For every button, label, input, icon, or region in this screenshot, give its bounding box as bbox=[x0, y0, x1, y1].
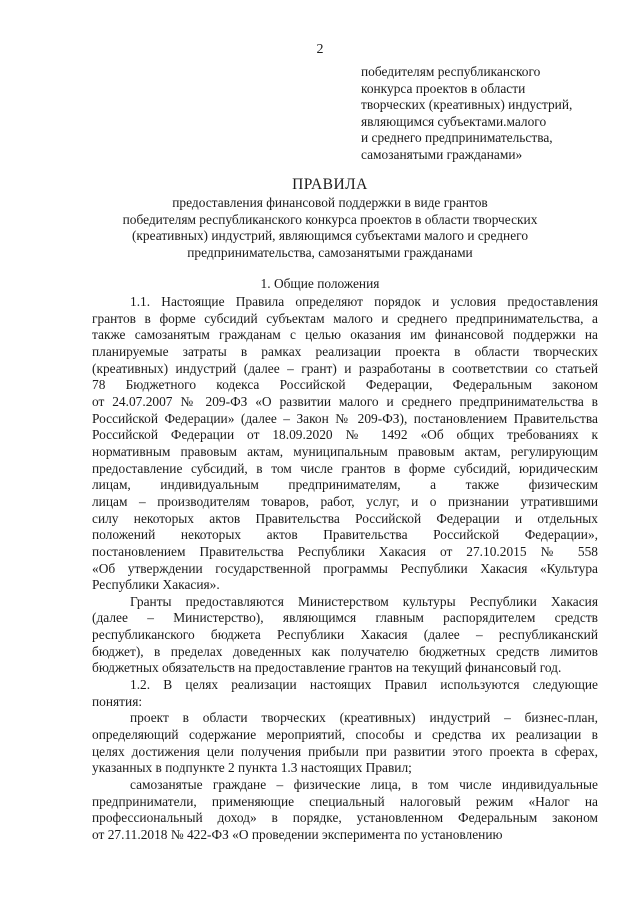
body-line: предоставление субсидий, в том числе грантов в форме субсидий, юридическим bbox=[92, 460, 598, 476]
body-line: (далее – Министерство), являющимся главным распорядителем средств bbox=[92, 610, 598, 626]
body-line: самозанятые граждане – физические лица, в том числе индивидуальные bbox=[130, 777, 598, 793]
body-line: Российской Федерации» (далее – Закон № 209-ФЗ), постановлением Правительства bbox=[92, 410, 598, 426]
addressee-line: творческих (креативных) индустрий, bbox=[361, 97, 573, 113]
body-line: предприниматели, применяющие специальный налоговый режим «Налог на bbox=[92, 793, 598, 809]
body-line: Республики Хакасия». bbox=[92, 577, 220, 593]
body-line: постановлением Правительства Республики Хакасия от 27.10.2015 № 558 bbox=[92, 543, 598, 559]
document-heading bbox=[60, 175, 600, 262]
body-line: Российской Федерации от 18.09.2020 № 1492 «Об общих требованиях к bbox=[92, 427, 598, 443]
body-line: 1.1. Настоящие Правила определяют порядок и условия предоставления bbox=[130, 294, 598, 309]
body-line: лицам – производителям товаров, работ, услуг, и о признании утратившими bbox=[92, 493, 598, 509]
body-paragraph bbox=[92, 710, 598, 777]
body-line: от 24.07.2007 № 209-ФЗ «О развитии малого и среднего предпринимательства в bbox=[92, 393, 598, 409]
body-paragraph bbox=[92, 594, 598, 677]
addressee-line: и среднего предпринимательства, bbox=[361, 130, 553, 146]
body-line: силу некоторых актов Правительства Российской Федерации и отдельных bbox=[92, 510, 598, 526]
section-heading: 1. Общие положения bbox=[260, 276, 380, 291]
body-line: лицам, индивидуальным предпринимателям, а также физическим bbox=[92, 477, 598, 493]
body-paragraph bbox=[92, 677, 598, 710]
body-line: понятия: bbox=[92, 693, 143, 709]
body-line: (креативных) индустрий (далее – грант) и разработаны в соответствии со статьей bbox=[92, 360, 598, 376]
body-line: определяющий содержание мероприятий, способы и средства их реализации в bbox=[92, 727, 598, 743]
body-line: бюджет), в пределах доведенных как получателю бюджетных средств лимитов bbox=[92, 643, 598, 659]
addressee-line: самозанятыми гражданами» bbox=[361, 146, 523, 162]
body-line: указанных в подпункте 2 пункта 1.3 настоящих Правил; bbox=[92, 760, 412, 776]
body-line: планируемые затраты в рамках реализации проекта в области творческих bbox=[92, 343, 598, 359]
body-line: 78 Бюджетного кодекса Российской Федерации, Федеральным законом bbox=[92, 377, 598, 393]
addressee-block bbox=[361, 64, 611, 164]
body-line: республиканского бюджета Республики Хакасия (далее – республиканский bbox=[92, 627, 598, 643]
page-number: 2 bbox=[316, 42, 324, 57]
subtitle-line: (креативных) индустрий, являющимся субъектами малого и среднего bbox=[131, 228, 529, 244]
body-line: профессиональный доход» в порядке, установленном Федеральным законом bbox=[92, 810, 598, 826]
body-line: 1.2. В целях реализации настоящих Правил используются следующие bbox=[130, 677, 598, 693]
body-line: Гранты предоставляются Министерством культуры Республики Хакасия bbox=[130, 593, 598, 609]
document-title: ПРАВИЛА bbox=[292, 176, 368, 193]
body-line: также самозанятым гражданам с целью оказания им финансовой поддержки на bbox=[92, 327, 598, 343]
addressee-line: победителям республиканского bbox=[361, 64, 541, 79]
body-line: положений некоторых актов Правительства Российской Федерации», bbox=[92, 527, 598, 543]
body-line: «Об утверждении государственной программы Республики Хакасия «Культура bbox=[92, 560, 598, 576]
addressee-line: являющимся субъектами.малого bbox=[361, 113, 547, 129]
subtitle-line: предоставления финансовой поддержки в виде грантов bbox=[172, 195, 488, 210]
subtitle-line: предпринимательства, самозанятыми гражданами bbox=[187, 245, 473, 261]
body-line: проект в области творческих (креативных) индустрий – бизнес-план, bbox=[130, 710, 598, 726]
body-paragraph bbox=[92, 294, 598, 594]
document-body bbox=[92, 294, 598, 844]
body-line: бюджетных обязательств на предоставление грантов на текущий финансовый год. bbox=[92, 660, 562, 676]
body-paragraph bbox=[92, 777, 598, 844]
subtitle-line: победителям республиканского конкурса проектов в области творческих bbox=[122, 211, 538, 227]
addressee-line: конкурса проектов в области bbox=[361, 80, 526, 96]
body-line: целях достижения цели получения прибыли при развитии этого проекта в сферах, bbox=[92, 743, 598, 759]
document-subtitle bbox=[60, 195, 600, 262]
body-line: грантов в форме субсидий субъектам малого и среднего предпринимательства, а bbox=[92, 310, 598, 326]
body-line: от 27.11.2018 № 422-ФЗ «О проведении эксперимента по установлению bbox=[92, 827, 503, 842]
body-line: нормативным правовым актам, муниципальным правовым актам, регулирующим bbox=[92, 443, 598, 459]
